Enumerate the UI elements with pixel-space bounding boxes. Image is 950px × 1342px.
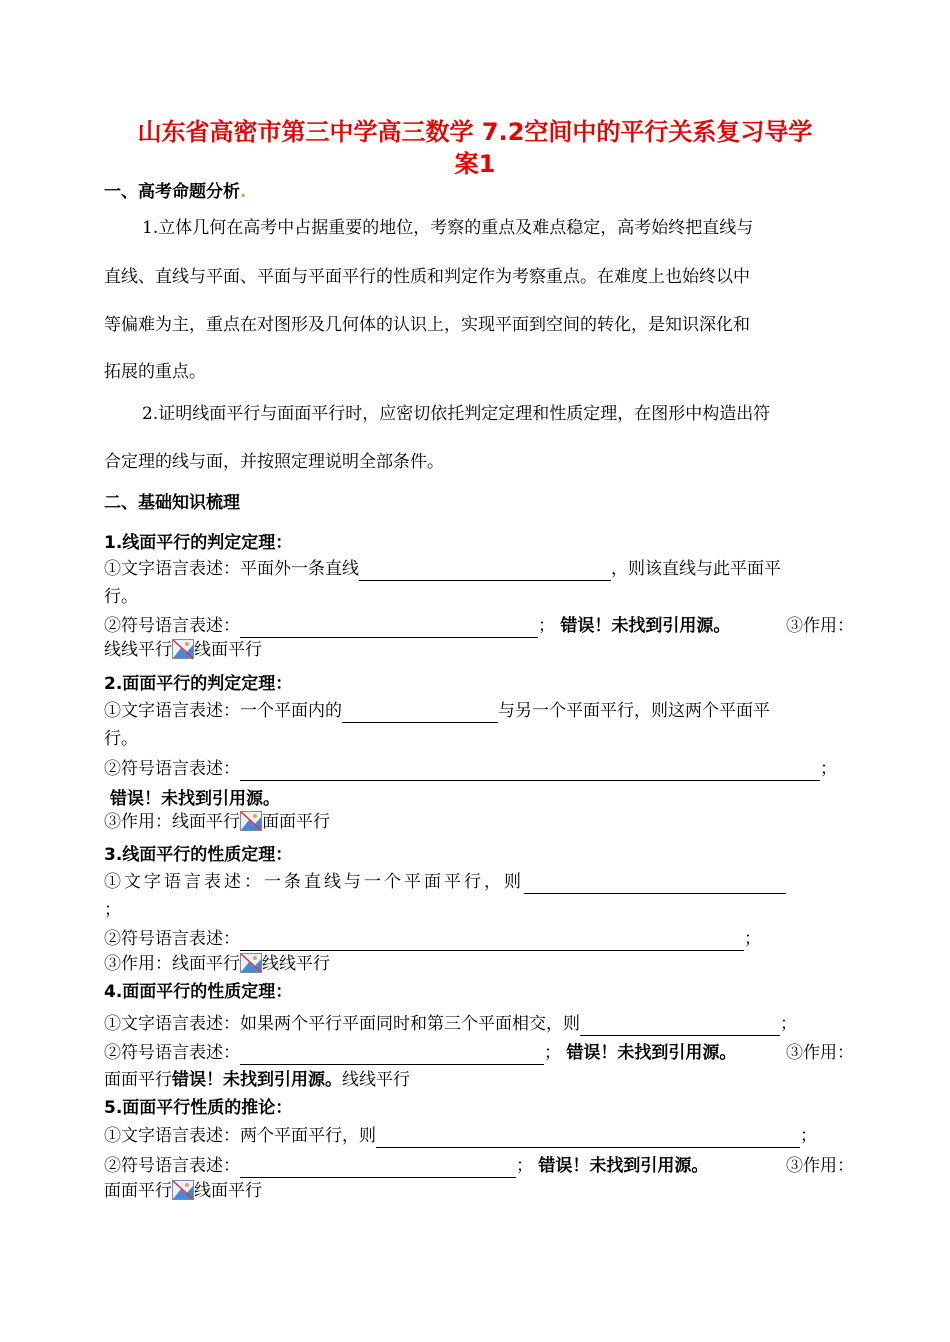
section-heading-basics: 二、基础知识梳理 — [104, 493, 240, 513]
section-heading-text: 一、高考命题分析 — [104, 182, 240, 202]
broken-image-icon — [240, 953, 262, 973]
theorem-heading: 1.线面平行的判定定理： — [104, 533, 293, 553]
usage-line: ③作用：线面平行 面面平行 — [104, 812, 330, 832]
text-continuation: 行。 — [104, 587, 138, 607]
paragraph-line — [104, 450, 854, 474]
error-reference: 错误！未找到引用源。 — [172, 1070, 342, 1090]
theorem-heading: 2.面面平行的判定定理： — [104, 674, 293, 694]
answer-blank[interactable] — [240, 619, 538, 638]
text-statement: ①文字语言表述：一个平面内的 与另一个平面平行，则这两个平面平 — [104, 701, 770, 721]
usage-line: ③作用：线面平行 线线平行 — [104, 954, 330, 974]
paragraph-text: 拓展的重点。 — [104, 362, 206, 382]
answer-blank[interactable] — [342, 704, 498, 723]
answer-blank[interactable] — [376, 1129, 800, 1148]
broken-image-icon — [240, 811, 262, 831]
symbol-statement: ②符号语言表述： ； — [104, 929, 761, 949]
paragraph-line — [104, 216, 854, 240]
answer-blank[interactable] — [359, 562, 611, 581]
symbol-statement: ②符号语言表述： ； 错误！未找到引用源。 ③作用： — [104, 616, 854, 636]
paragraph-line — [104, 313, 854, 337]
theorem-heading: 5.面面平行性质的推论： — [104, 1098, 293, 1118]
answer-blank[interactable] — [524, 875, 786, 894]
text-statement: ①文字语言表述：两个平面平行，则 ； — [104, 1126, 817, 1146]
theorem-heading: 4.面面平行的性质定理： — [104, 982, 293, 1002]
symbol-statement: ②符号语言表述： ； 错误！未找到引用源。 ③作用： — [104, 1043, 854, 1063]
paragraph-line — [104, 402, 854, 426]
symbol-statement: ②符号语言表述： ； — [104, 759, 837, 779]
broken-image-icon — [172, 639, 194, 659]
paragraph-text: 等偏难为主，重点在对图形及几何体的认识上，实现平面到空间的转化，是知识深化和 — [104, 315, 750, 335]
answer-blank[interactable] — [240, 932, 744, 951]
paragraph-text: 1.立体几何在高考中占据重要的地位，考察的重点及难点稳定，高考始终把直线与 — [142, 218, 754, 238]
error-reference: 错误！未找到引用源。 — [560, 616, 731, 636]
paragraph-line — [104, 265, 854, 289]
paragraph-line — [104, 360, 854, 384]
text-continuation: 行。 — [104, 729, 138, 749]
symbol-statement: ②符号语言表述： ； 错误！未找到引用源。 ③作用： — [104, 1156, 854, 1176]
text-continuation: ； — [104, 900, 121, 920]
answer-blank[interactable] — [240, 1159, 516, 1178]
section-heading-analysis: 一、高考命题分析. — [104, 182, 247, 202]
error-reference: 错误！未找到引用源。 — [566, 1043, 737, 1063]
theorem-heading: 3.线面平行的性质定理： — [104, 845, 293, 865]
paragraph-text: 2.证明线面平行与面面平行时，应密切依托判定定理和性质定理，在图形中构造出符 — [142, 404, 771, 424]
page-title: 山东省高密市第三中学高三数学 7.2空间中的平行关系复习导学 — [137, 118, 813, 146]
error-reference: 错误！未找到引用源。 — [110, 789, 280, 809]
usage-line: 面面平行 线面平行 — [104, 1181, 262, 1201]
page-title-line2: 案1 — [454, 150, 496, 178]
text-statement: ①文字语言表述：如果两个平行平面同时和第三个平面相交，则 ； — [104, 1014, 797, 1034]
text-statement: ①文字语言表述：一条直线与一个平面平行，则 — [104, 870, 854, 894]
answer-blank[interactable] — [240, 762, 820, 781]
paragraph-text: 合定理的线与面，并按照定理说明全部条件。 — [104, 452, 444, 472]
error-reference: 错误！未找到引用源。 — [538, 1156, 709, 1176]
usage-label: ③作用： — [786, 1156, 854, 1176]
usage-line: 线线平行 线面平行 — [104, 640, 262, 660]
answer-blank[interactable] — [240, 1046, 544, 1065]
usage-label: ③作用： — [786, 616, 854, 636]
paragraph-text: 直线、直线与平面、平面与平面平行的性质和判定作为考察重点。在难度上也始终以中 — [104, 267, 750, 287]
answer-blank[interactable] — [580, 1017, 780, 1036]
broken-image-icon — [172, 1180, 194, 1200]
usage-label: ③作用： — [786, 1043, 854, 1063]
text-statement: ①文字语言表述：平面外一条直线 ，则该直线与此平面平 — [104, 559, 781, 579]
usage-line: 面面平行错误！未找到引用源。线线平行 — [104, 1070, 410, 1090]
